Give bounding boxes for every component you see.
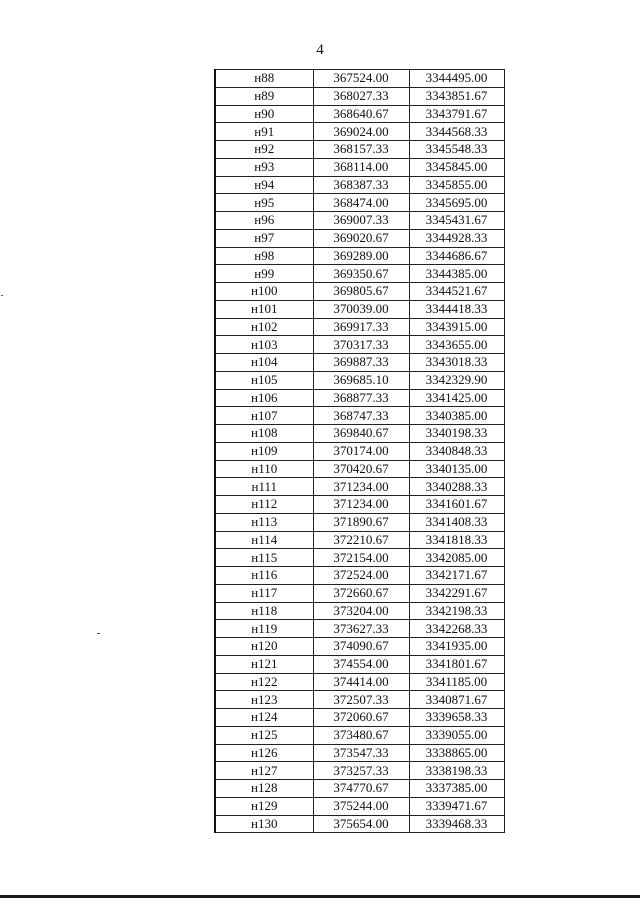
cell-y: 3342329.90 [409,371,504,389]
cell-x: 373547.33 [313,744,409,762]
table-row [215,602,504,620]
cell-y: 3345431.67 [409,212,504,230]
cell-y: 3341935.00 [409,638,504,656]
table-row [215,797,504,815]
table-row [215,158,504,176]
cell-x: 375654.00 [313,815,409,833]
cell-x: 372060.67 [313,709,409,727]
cell-x: 373204.00 [313,602,409,620]
cell-point: н129 [215,797,313,815]
cell-point: н93 [215,158,313,176]
scan-speck [1,295,3,296]
cell-x: 372524.00 [313,567,409,585]
cell-point: н130 [215,815,313,833]
cell-point: н116 [215,567,313,585]
cell-y: 3345695.00 [409,194,504,212]
cell-point: н90 [215,105,313,123]
cell-point: н99 [215,265,313,283]
cell-x: 369007.33 [313,212,409,230]
cell-x: 372507.33 [313,691,409,709]
cell-x: 369887.33 [313,354,409,372]
cell-y: 3343791.67 [409,105,504,123]
cell-y: 3344521.67 [409,283,504,301]
cell-point: н121 [215,655,313,673]
scan-edge-rule [0,895,640,898]
table-row [215,567,504,585]
cell-point: н125 [215,726,313,744]
cell-point: н122 [215,673,313,691]
table-row [215,87,504,105]
cell-x: 371234.00 [313,478,409,496]
cell-point: н113 [215,513,313,531]
cell-y: 3342291.67 [409,584,504,602]
cell-y: 3343655.00 [409,336,504,354]
table-row [215,318,504,336]
table-row [215,354,504,372]
table-row [215,531,504,549]
cell-point: н126 [215,744,313,762]
table-row [215,247,504,265]
cell-x: 369685.10 [313,371,409,389]
table-row [215,496,504,514]
cell-y: 3342085.00 [409,549,504,567]
cell-x: 372154.00 [313,549,409,567]
cell-x: 375244.00 [313,797,409,815]
scan-speck [97,633,100,634]
cell-point: н89 [215,87,313,105]
cell-x: 372660.67 [313,584,409,602]
cell-x: 370174.00 [313,442,409,460]
table-row [215,655,504,673]
cell-x: 370039.00 [313,300,409,318]
cell-x: 369289.00 [313,247,409,265]
table-row [215,638,504,656]
table-row [215,673,504,691]
cell-y: 3344928.33 [409,229,504,247]
cell-point: н105 [215,371,313,389]
cell-y: 3344418.33 [409,300,504,318]
cell-x: 369024.00 [313,123,409,141]
cell-x: 369917.33 [313,318,409,336]
cell-y: 3339468.33 [409,815,504,833]
cell-y: 3339471.67 [409,797,504,815]
cell-y: 3343018.33 [409,354,504,372]
cell-y: 3340848.33 [409,442,504,460]
cell-y: 3345845.00 [409,158,504,176]
cell-point: н98 [215,247,313,265]
cell-y: 3344686.67 [409,247,504,265]
cell-y: 3340198.33 [409,425,504,443]
cell-x: 368387.33 [313,176,409,194]
cell-point: н120 [215,638,313,656]
cell-y: 3340871.67 [409,691,504,709]
cell-x: 372210.67 [313,531,409,549]
table-row [215,389,504,407]
cell-x: 368114.00 [313,158,409,176]
cell-y: 3342198.33 [409,602,504,620]
cell-y: 3343851.67 [409,87,504,105]
cell-y: 3340135.00 [409,460,504,478]
cell-x: 368640.67 [313,105,409,123]
cell-point: н111 [215,478,313,496]
coordinates-table-body [215,70,504,833]
table-row [215,513,504,531]
cell-y: 3341601.67 [409,496,504,514]
cell-x: 373257.33 [313,762,409,780]
cell-y: 3343915.00 [409,318,504,336]
cell-x: 369805.67 [313,283,409,301]
cell-point: н117 [215,584,313,602]
cell-x: 373480.67 [313,726,409,744]
cell-y: 3341425.00 [409,389,504,407]
table-row [215,620,504,638]
coordinates-table [214,69,505,833]
cell-point: н108 [215,425,313,443]
cell-point: н95 [215,194,313,212]
table-row [215,371,504,389]
table-row [215,762,504,780]
cell-x: 374090.67 [313,638,409,656]
table-row [215,141,504,159]
table-row [215,194,504,212]
table-row [215,283,504,301]
table-row [215,425,504,443]
cell-point: н118 [215,602,313,620]
cell-point: н107 [215,407,313,425]
table-row [215,584,504,602]
cell-x: 374554.00 [313,655,409,673]
cell-point: н100 [215,283,313,301]
cell-point: н96 [215,212,313,230]
cell-y: 3342171.67 [409,567,504,585]
cell-point: н115 [215,549,313,567]
cell-point: н128 [215,780,313,798]
cell-point: н114 [215,531,313,549]
cell-y: 3338865.00 [409,744,504,762]
table-row [215,780,504,798]
cell-y: 3341185.00 [409,673,504,691]
cell-x: 374770.67 [313,780,409,798]
cell-y: 3339055.00 [409,726,504,744]
cell-x: 370317.33 [313,336,409,354]
cell-point: н124 [215,709,313,727]
cell-x: 368474.00 [313,194,409,212]
cell-y: 3344568.33 [409,123,504,141]
table-row [215,709,504,727]
table-row [215,407,504,425]
table-row [215,336,504,354]
cell-y: 3344385.00 [409,265,504,283]
cell-point: н109 [215,442,313,460]
cell-point: н102 [215,318,313,336]
table-row [215,549,504,567]
cell-point: н97 [215,229,313,247]
cell-x: 369840.67 [313,425,409,443]
cell-x: 367524.00 [313,70,409,88]
cell-point: н123 [215,691,313,709]
cell-point: н112 [215,496,313,514]
table-row [215,815,504,833]
cell-point: н110 [215,460,313,478]
cell-point: н119 [215,620,313,638]
cell-point: н92 [215,141,313,159]
table-row [215,105,504,123]
cell-y: 3339658.33 [409,709,504,727]
cell-point: н104 [215,354,313,372]
table-row [215,212,504,230]
table-row [215,726,504,744]
cell-x: 369020.67 [313,229,409,247]
table-row [215,691,504,709]
table-row [215,265,504,283]
cell-point: н101 [215,300,313,318]
cell-y: 3340385.00 [409,407,504,425]
cell-x: 373627.33 [313,620,409,638]
cell-x: 374414.00 [313,673,409,691]
cell-y: 3345548.33 [409,141,504,159]
table-row [215,442,504,460]
cell-y: 3341408.33 [409,513,504,531]
cell-x: 369350.67 [313,265,409,283]
cell-point: н103 [215,336,313,354]
cell-y: 3344495.00 [409,70,504,88]
table-row [215,70,504,88]
cell-y: 3338198.33 [409,762,504,780]
cell-y: 3342268.33 [409,620,504,638]
page-number: 4 [316,42,324,58]
table-row [215,478,504,496]
table-row [215,300,504,318]
cell-x: 368877.33 [313,389,409,407]
cell-y: 3337385.00 [409,780,504,798]
cell-point: н106 [215,389,313,407]
table-row [215,123,504,141]
table-row [215,176,504,194]
cell-y: 3340288.33 [409,478,504,496]
cell-x: 368027.33 [313,87,409,105]
table-row [215,229,504,247]
cell-x: 371234.00 [313,496,409,514]
cell-y: 3341801.67 [409,655,504,673]
cell-y: 3345855.00 [409,176,504,194]
cell-point: н94 [215,176,313,194]
cell-x: 368157.33 [313,141,409,159]
cell-point: н127 [215,762,313,780]
cell-y: 3341818.33 [409,531,504,549]
cell-point: н91 [215,123,313,141]
cell-point: н88 [215,70,313,88]
cell-x: 371890.67 [313,513,409,531]
table-row [215,744,504,762]
cell-x: 370420.67 [313,460,409,478]
cell-x: 368747.33 [313,407,409,425]
table-row [215,460,504,478]
